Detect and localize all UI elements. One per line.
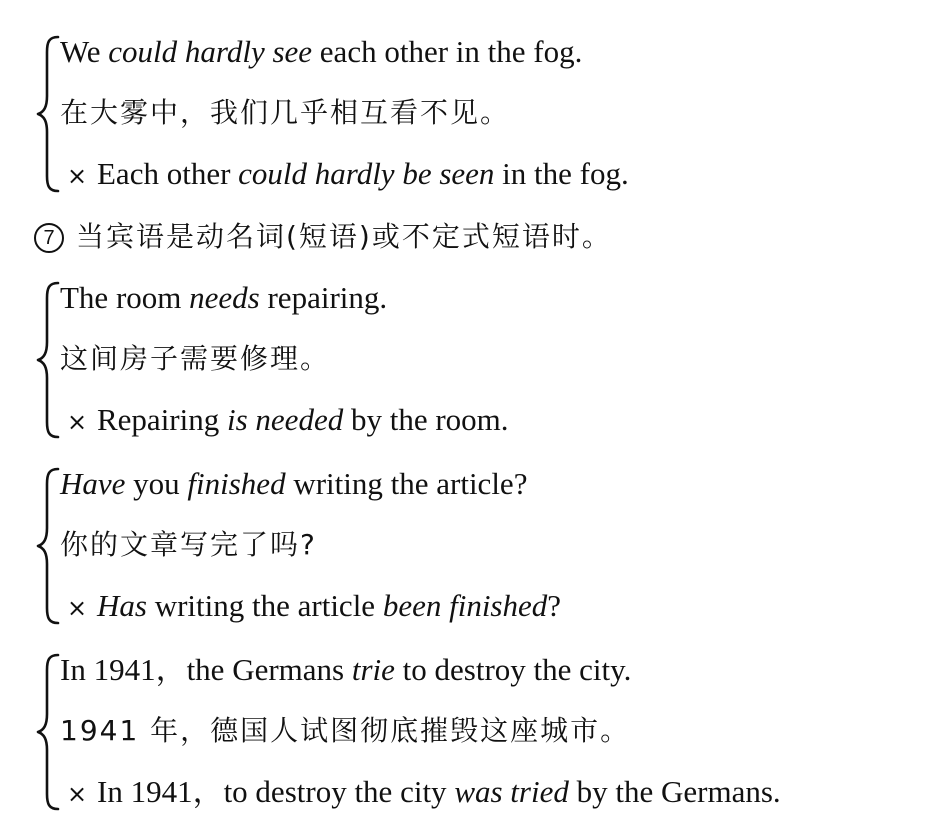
chinese-translation: 你的文章写完了吗? [60, 528, 317, 561]
left-brace-icon [34, 34, 60, 194]
english-sentence: The room needs repairing. [60, 280, 388, 315]
english-sentence: Have you finished writing the article? [60, 466, 528, 501]
left-brace-icon [34, 652, 60, 812]
example-group-1 [34, 34, 944, 194]
example-group-2 [34, 280, 944, 440]
example-group-3 [34, 466, 944, 626]
english-sentence: We could hardly see each other in the fog. [60, 34, 583, 69]
incorrect-passive-sentence: × Each other could hardly be seen in the fog. [60, 156, 629, 194]
cross-mark-icon: × [67, 162, 88, 190]
left-brace-icon [34, 280, 60, 440]
left-brace-icon [34, 466, 60, 626]
example-group-4 [34, 652, 944, 812]
incorrect-passive-sentence: × In 1941，to destroy the city was tried by the Germans. [60, 774, 781, 812]
cross-mark-icon: × [67, 780, 88, 808]
chinese-translation: 这间房子需要修理。 [60, 342, 331, 375]
english-sentence: In 1941，the Germans trie to destroy the city. [60, 652, 632, 687]
incorrect-passive-sentence: × Repairing is needed by the room. [60, 402, 509, 440]
chinese-translation: 在大雾中，我们几乎相互看不见。 [60, 96, 511, 129]
rule-text: 当宾语是动名词(短语)或不定式短语时。 [76, 220, 612, 253]
circled-number: 7 [34, 223, 64, 253]
incorrect-passive-sentence: × Has writing the article been finished? [60, 588, 561, 626]
cross-mark-icon: × [67, 594, 88, 622]
rule-heading [34, 218, 612, 255]
cross-mark-icon: × [67, 408, 88, 436]
chinese-translation: 1941 年，德国人试图彻底摧毁这座城市。 [60, 714, 631, 747]
